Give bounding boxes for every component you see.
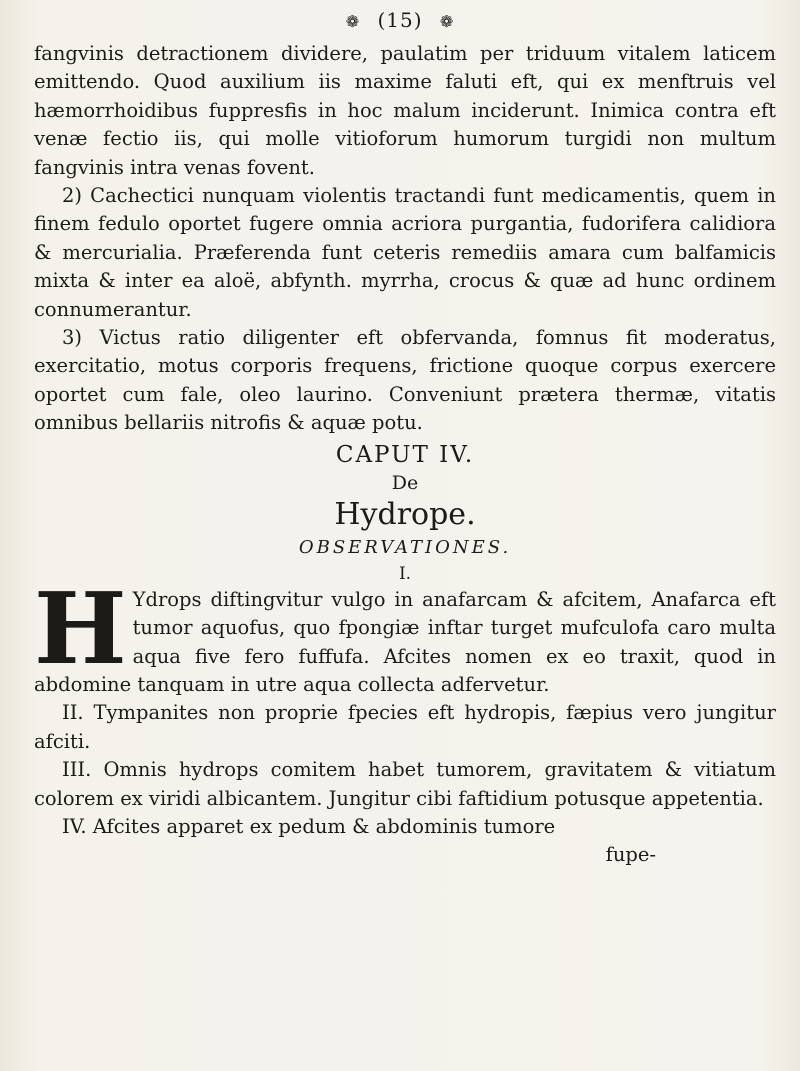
- observation-3: III. Omnis hydrops comitem habet tumorem, gravitatem & vitiatum colorem ex viridi albicantem. Jungitur cibi faftidium potusque appetentia.: [34, 758, 776, 810]
- ornament-right-icon: ❁: [439, 12, 455, 31]
- observation-number: I.: [398, 563, 412, 584]
- observation-2: II. Tympanites non proprie fpecies eft hydropis, fæpius vero jungitur afciti.: [34, 701, 776, 753]
- paragraph-3: 3) Victus ratio diligenter eft obfervanda, fomnus fit moderatus, exercitatio, motus corporis frequens, frictione quoque corpus exercere oportet cum fale, oleo laurino. Conveniunt prætera thermæ, vitatis omnibus bellariis nitrofis & aquæ potu.: [34, 326, 776, 435]
- observations-heading: OBSERVATIONES.: [298, 536, 512, 558]
- observation-1: [34, 571, 776, 700]
- observation-4: IV. Afcites apparet ex pedum & abdominis tumore: [62, 814, 556, 838]
- page-header: [0, 8, 800, 32]
- chapter-de: De: [391, 471, 419, 494]
- chapter-title: CAPUT IV.: [335, 441, 475, 468]
- paragraph-2: 2) Cachectici nunquam violentis tractandi funt medicamentis, quem in finem fedulo oportet fugere omnia acriora purgantia, fudorifera calidiora & mercurialia. Præferenda funt ceteris remediis amara cum balfamicis mixta & inter ea aloë, abfynth. myrrha, crocus & quæ ad hunc ordinem connumerantur.: [34, 184, 776, 321]
- ornament-left-icon: ❁: [345, 12, 361, 31]
- observation-1-text: Ydrops diftingvitur vulgo in anafarcam & afcitem, Anafarca eft tumor aquofus, quo fpongiæ inftar turget mufculofa caro multa aqua five fero fuffufa. Afcites nomen ex eo traxit, quod in abdomine tanquam in utre aqua collecta adfervetur.: [34, 587, 776, 696]
- page-number: (15): [377, 8, 423, 32]
- page-body: [34, 40, 776, 870]
- chapter-subject: Hydrope.: [334, 496, 476, 532]
- drop-cap: H: [34, 571, 127, 687]
- paragraph-continuation: fangvinis detractionem dividere, paulatim per triduum vitalem laticem emittendo. Quod auxilium iis maxime faluti eft, qui ex menftruis vel hæmorrhoidibus fuppresfis in hoc malum inciderunt. Inimica contra eft venæ fectio iis, qui molle vitioforum humorum turgidi non multum fangvinis intra venas fovent.: [34, 42, 776, 179]
- catchword: fupe-: [605, 843, 656, 867]
